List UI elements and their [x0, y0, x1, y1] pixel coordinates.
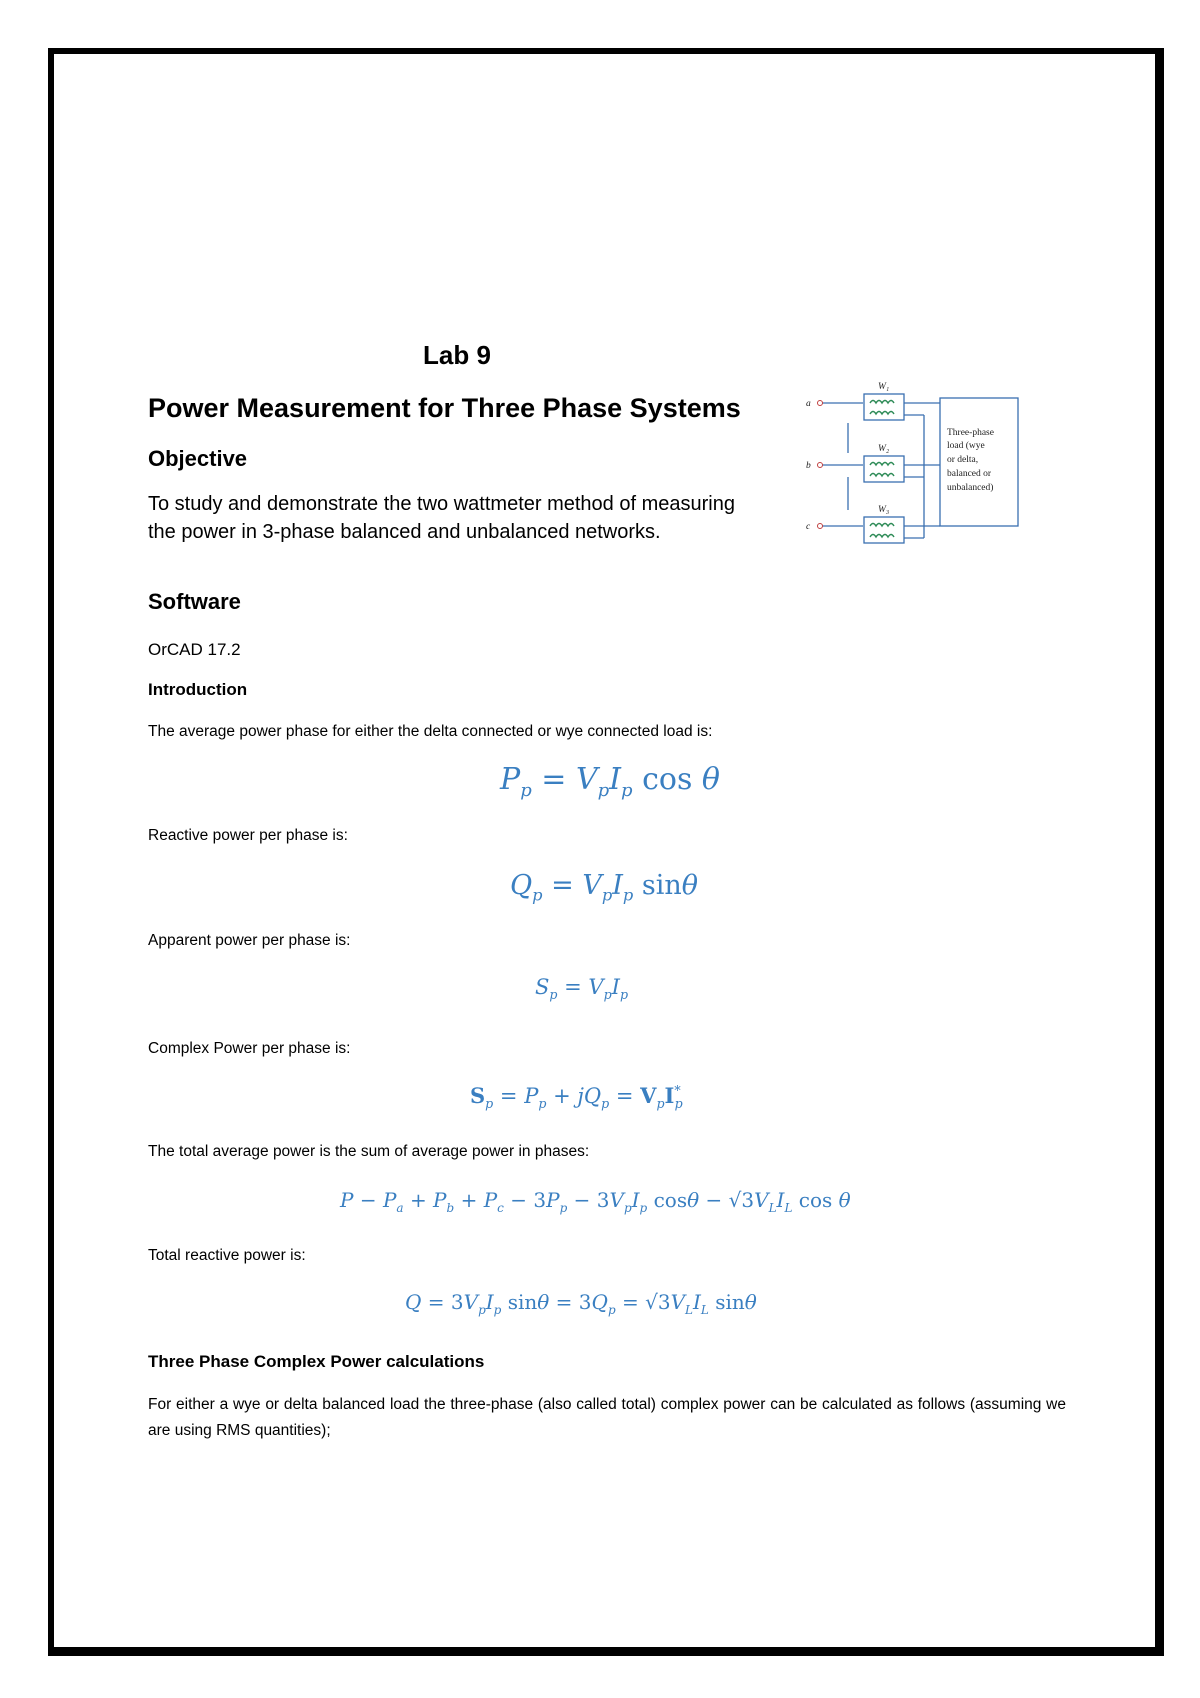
equation-reactive-power: $Q_p = V_pI_p$ sinθ [510, 870, 698, 905]
wattmeter-3-label: W₃ [878, 505, 890, 515]
load-label-line-4: balanced or [947, 469, 992, 479]
terminal-c-label: c [806, 522, 811, 532]
wattmeter-1-label: W₁ [878, 382, 890, 392]
equation-complex-power: $S_p = P_p + jQ_p = V_pI^*_p$ [470, 1083, 683, 1112]
reactive-power-text: Reactive power per phase is: [148, 827, 348, 844]
wattmeter-2-label: W₂ [878, 444, 890, 454]
total-reactive-text: Total reactive power is: [148, 1247, 306, 1264]
equation-total-average: $P - P_a + P_b + P_c - 3P_p - 3V_pI_p$ $\cos\theta - √3V_LI_L$ cos θ [340, 1188, 851, 1215]
wattmeter-circuit-diagram [800, 375, 1025, 550]
load-label-line-2: load (wye [947, 441, 985, 451]
software-heading: Software [148, 589, 241, 614]
load-label-line-5: unbalanced) [947, 483, 994, 493]
introduction-heading: Introduction [148, 680, 248, 699]
wattmeter-2 [864, 456, 904, 482]
page-title: Power Measurement for Three Phase Systems [148, 393, 741, 423]
three-phase-heading: Three Phase Complex Power calculations [148, 1352, 485, 1371]
objective-text: To study and demonstrate the two wattmeter method of measuring the power in 3-phase balanced and unbalanced networks. [148, 493, 735, 543]
three-phase-text: For either a wye or delta balanced load the three-phase (also called total) complex power can be calculated as follows (assuming we are using RMS quantities); [148, 1396, 1066, 1439]
software-value: OrCAD 17.2 [148, 640, 241, 659]
objective-heading: Objective [148, 446, 248, 471]
equation-apparent-power: $S_p = V_pI_p$ [535, 975, 629, 1003]
terminal-b-label: b [806, 461, 811, 471]
wattmeter-3 [864, 517, 904, 543]
total-average-text: The total average power is the sum of average power in phases: [148, 1143, 590, 1160]
terminal-a-label: a [806, 399, 811, 409]
load-label-line-1: Three-phase [947, 428, 994, 438]
complex-power-text: Complex Power per phase is: [148, 1040, 351, 1057]
equation-total-reactive: $Q = 3V_pI_p$ $\sin\theta = 3Q_p = √3V_LI_L$ sinθ [405, 1290, 757, 1317]
apparent-power-text: Apparent power per phase is: [148, 932, 351, 949]
wattmeter-1 [864, 394, 904, 420]
equation-average-power: $P_p = V_pI_p$ cos θ [500, 762, 720, 801]
average-power-text: The average power phase for either the delta connected or wye connected load is: [148, 723, 713, 740]
load-label-line-3: or delta, [947, 455, 979, 465]
lab-title: Lab 9 [423, 340, 491, 370]
